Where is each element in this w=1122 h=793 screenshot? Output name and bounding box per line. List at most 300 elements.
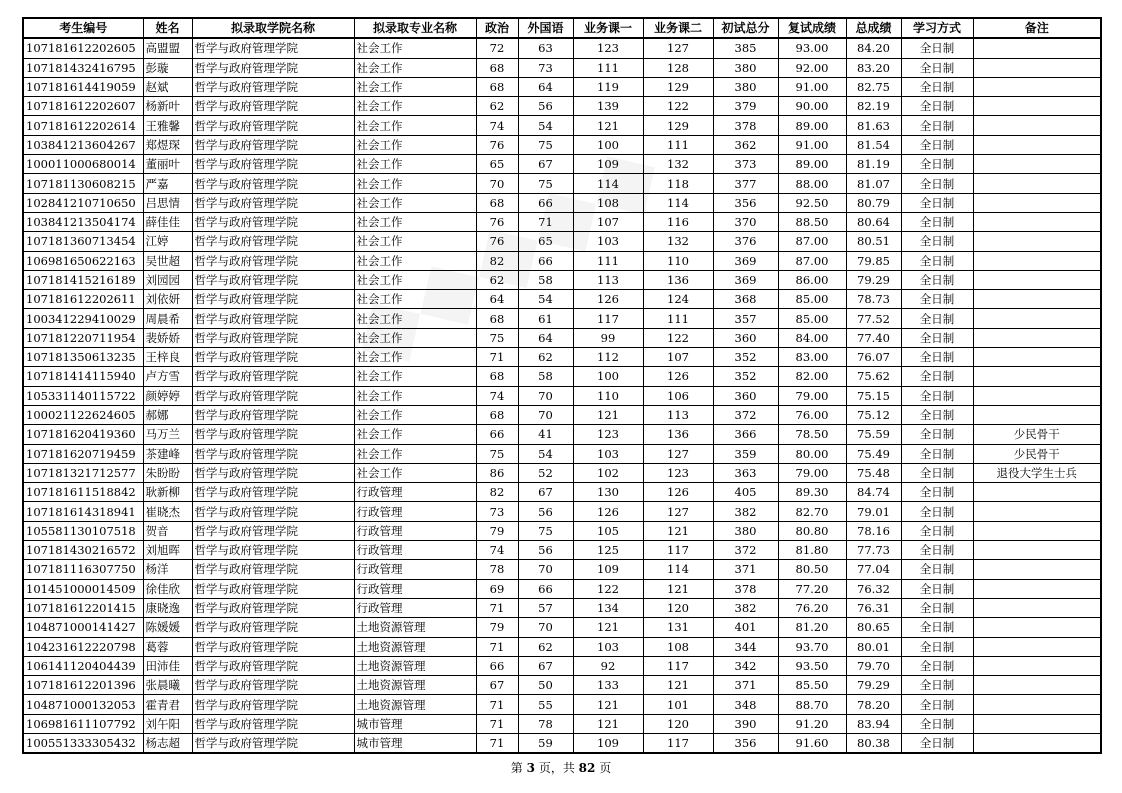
- cell-study-mode: 全日制: [901, 637, 973, 656]
- cell-study-mode: 全日制: [901, 193, 973, 212]
- cell-total-score: 81.07: [846, 174, 901, 193]
- cell-prelim-total: 356: [713, 733, 778, 753]
- cell-total-score: 77.40: [846, 328, 901, 347]
- cell-course-one: 133: [573, 676, 643, 695]
- cell-course-one: 126: [573, 502, 643, 521]
- cell-course-one: 111: [573, 58, 643, 77]
- cell-major: 土地资源管理: [354, 676, 476, 695]
- cell-study-mode: 全日制: [901, 579, 973, 598]
- cell-course-one: 99: [573, 328, 643, 347]
- cell-foreign-language: 70: [518, 560, 573, 579]
- cell-course-two: 111: [643, 135, 713, 154]
- cell-course-one: 111: [573, 251, 643, 270]
- cell-politics: 74: [476, 116, 518, 135]
- cell-candidate-id: 107181415216189: [23, 270, 143, 289]
- cell-course-two: 118: [643, 174, 713, 193]
- cell-total-score: 80.79: [846, 193, 901, 212]
- cell-retest-score: 91.60: [778, 733, 846, 753]
- cell-study-mode: 全日制: [901, 58, 973, 77]
- cell-remark: [973, 656, 1101, 675]
- cell-major: 行政管理: [354, 598, 476, 617]
- cell-candidate-id: 106981650622163: [23, 251, 143, 270]
- cell-candidate-id: 105581130107518: [23, 521, 143, 540]
- table-header: [23, 18, 1101, 38]
- cell-prelim-total: 360: [713, 328, 778, 347]
- cell-course-one: 123: [573, 425, 643, 444]
- cell-politics: 66: [476, 656, 518, 675]
- table-row: [23, 637, 1101, 656]
- cell-remark: [973, 328, 1101, 347]
- cell-course-two: 127: [643, 502, 713, 521]
- cell-remark: [973, 290, 1101, 309]
- cell-course-one: 103: [573, 444, 643, 463]
- cell-major: 社会工作: [354, 425, 476, 444]
- cell-prelim-total: 359: [713, 444, 778, 463]
- cell-name: 王梓良: [143, 348, 192, 367]
- cell-study-mode: 全日制: [901, 212, 973, 231]
- cell-major: 行政管理: [354, 560, 476, 579]
- cell-remark: [973, 733, 1101, 753]
- cell-remark: [973, 251, 1101, 270]
- page-footer: [0, 759, 1122, 776]
- cell-course-one: 103: [573, 637, 643, 656]
- cell-major: 社会工作: [354, 386, 476, 405]
- cell-prelim-total: 362: [713, 135, 778, 154]
- cell-college: 哲学与政府管理学院: [192, 232, 354, 251]
- cell-retest-score: 80.80: [778, 521, 846, 540]
- cell-foreign-language: 67: [518, 155, 573, 174]
- cell-name: 吕思情: [143, 193, 192, 212]
- cell-prelim-total: 369: [713, 251, 778, 270]
- cell-course-one: 134: [573, 598, 643, 617]
- cell-course-two: 127: [643, 38, 713, 58]
- cell-course-two: 122: [643, 97, 713, 116]
- cell-remark: [973, 502, 1101, 521]
- cell-name: 霍青君: [143, 695, 192, 714]
- cell-prelim-total: 371: [713, 676, 778, 695]
- cell-politics: 79: [476, 521, 518, 540]
- cell-major: 行政管理: [354, 483, 476, 502]
- cell-retest-score: 85.00: [778, 290, 846, 309]
- cell-remark: [973, 135, 1101, 154]
- cell-candidate-id: 107181620419360: [23, 425, 143, 444]
- cell-retest-score: 93.50: [778, 656, 846, 675]
- cell-remark: [973, 560, 1101, 579]
- footer-middle: 页，共: [538, 761, 575, 775]
- cell-major: 社会工作: [354, 405, 476, 424]
- table-row: [23, 598, 1101, 617]
- cell-name: 葛蓉: [143, 637, 192, 656]
- cell-total-score: 80.65: [846, 618, 901, 637]
- cell-remark: [973, 714, 1101, 733]
- cell-foreign-language: 62: [518, 348, 573, 367]
- cell-remark: [973, 598, 1101, 617]
- cell-college: 哲学与政府管理学院: [192, 618, 354, 637]
- cell-candidate-id: 107181612202611: [23, 290, 143, 309]
- cell-college: 哲学与政府管理学院: [192, 637, 354, 656]
- cell-total-score: 82.75: [846, 77, 901, 96]
- table-row: [23, 58, 1101, 77]
- cell-prelim-total: 366: [713, 425, 778, 444]
- cell-retest-score: 92.50: [778, 193, 846, 212]
- cell-college: 哲学与政府管理学院: [192, 676, 354, 695]
- cell-name: 彭璇: [143, 58, 192, 77]
- cell-prelim-total: 372: [713, 541, 778, 560]
- table-row: [23, 521, 1101, 540]
- cell-candidate-id: 103841213504174: [23, 212, 143, 231]
- cell-retest-score: 91.20: [778, 714, 846, 733]
- cell-politics: 74: [476, 386, 518, 405]
- cell-politics: 68: [476, 193, 518, 212]
- cell-foreign-language: 52: [518, 463, 573, 482]
- cell-study-mode: 全日制: [901, 97, 973, 116]
- cell-foreign-language: 62: [518, 637, 573, 656]
- cell-study-mode: 全日制: [901, 560, 973, 579]
- cell-candidate-id: 107181360713454: [23, 232, 143, 251]
- cell-foreign-language: 66: [518, 251, 573, 270]
- cell-major: 社会工作: [354, 58, 476, 77]
- cell-total-score: 80.64: [846, 212, 901, 231]
- cell-major: 社会工作: [354, 38, 476, 58]
- cell-name: 刘午阳: [143, 714, 192, 733]
- cell-course-two: 120: [643, 598, 713, 617]
- cell-prelim-total: 378: [713, 579, 778, 598]
- cell-prelim-total: 342: [713, 656, 778, 675]
- cell-retest-score: 79.00: [778, 386, 846, 405]
- cell-study-mode: 全日制: [901, 155, 973, 174]
- cell-name: 江婷: [143, 232, 192, 251]
- cell-prelim-total: 348: [713, 695, 778, 714]
- cell-total-score: 77.73: [846, 541, 901, 560]
- cell-remark: [973, 174, 1101, 193]
- cell-candidate-id: 106141120404439: [23, 656, 143, 675]
- cell-foreign-language: 64: [518, 77, 573, 96]
- cell-course-one: 121: [573, 714, 643, 733]
- cell-prelim-total: 363: [713, 463, 778, 482]
- cell-retest-score: 91.00: [778, 77, 846, 96]
- cell-course-one: 122: [573, 579, 643, 598]
- cell-study-mode: 全日制: [901, 733, 973, 753]
- cell-course-one: 92: [573, 656, 643, 675]
- cell-college: 哲学与政府管理学院: [192, 270, 354, 289]
- cell-candidate-id: 107181611518842: [23, 483, 143, 502]
- cell-politics: 76: [476, 232, 518, 251]
- cell-prelim-total: 390: [713, 714, 778, 733]
- cell-foreign-language: 75: [518, 174, 573, 193]
- cell-retest-score: 79.00: [778, 463, 846, 482]
- cell-college: 哲学与政府管理学院: [192, 521, 354, 540]
- cell-course-one: 108: [573, 193, 643, 212]
- cell-remark: [973, 405, 1101, 424]
- table-row: [23, 502, 1101, 521]
- cell-retest-score: 86.00: [778, 270, 846, 289]
- table-row: [23, 174, 1101, 193]
- cell-politics: 68: [476, 58, 518, 77]
- cell-retest-score: 83.00: [778, 348, 846, 367]
- cell-candidate-id: 107181612202607: [23, 97, 143, 116]
- cell-course-two: 122: [643, 328, 713, 347]
- cell-name: 严嘉: [143, 174, 192, 193]
- cell-retest-score: 87.00: [778, 251, 846, 270]
- cell-candidate-id: 107181620719459: [23, 444, 143, 463]
- cell-course-one: 102: [573, 463, 643, 482]
- cell-remark: [973, 695, 1101, 714]
- cell-retest-score: 77.20: [778, 579, 846, 598]
- cell-retest-score: 87.00: [778, 232, 846, 251]
- cell-retest-score: 88.00: [778, 174, 846, 193]
- cell-candidate-id: 107181612202605: [23, 38, 143, 58]
- cell-study-mode: 全日制: [901, 676, 973, 695]
- cell-remark: [973, 155, 1101, 174]
- cell-study-mode: 全日制: [901, 463, 973, 482]
- cell-course-one: 109: [573, 560, 643, 579]
- cell-college: 哲学与政府管理学院: [192, 560, 354, 579]
- cell-foreign-language: 70: [518, 405, 573, 424]
- cell-major: 社会工作: [354, 463, 476, 482]
- cell-course-two: 108: [643, 637, 713, 656]
- cell-foreign-language: 66: [518, 579, 573, 598]
- cell-foreign-language: 75: [518, 521, 573, 540]
- cell-course-one: 100: [573, 135, 643, 154]
- cell-total-score: 79.29: [846, 676, 901, 695]
- cell-total-score: 79.85: [846, 251, 901, 270]
- cell-total-score: 75.49: [846, 444, 901, 463]
- cell-course-one: 139: [573, 97, 643, 116]
- cell-course-two: 107: [643, 348, 713, 367]
- cell-college: 哲学与政府管理学院: [192, 656, 354, 675]
- cell-study-mode: 全日制: [901, 116, 973, 135]
- cell-retest-score: 85.50: [778, 676, 846, 695]
- cell-college: 哲学与政府管理学院: [192, 463, 354, 482]
- table-row: [23, 38, 1101, 58]
- table-row: [23, 155, 1101, 174]
- cell-major: 土地资源管理: [354, 656, 476, 675]
- cell-name: 薛佳佳: [143, 212, 192, 231]
- cell-prelim-total: 356: [713, 193, 778, 212]
- cell-politics: 65: [476, 155, 518, 174]
- header-course-one: 业务课一: [573, 18, 643, 38]
- cell-name: 陈媛媛: [143, 618, 192, 637]
- cell-foreign-language: 71: [518, 212, 573, 231]
- cell-course-two: 116: [643, 212, 713, 231]
- cell-foreign-language: 55: [518, 695, 573, 714]
- cell-prelim-total: 385: [713, 38, 778, 58]
- cell-remark: [973, 637, 1101, 656]
- cell-major: 社会工作: [354, 77, 476, 96]
- cell-college: 哲学与政府管理学院: [192, 116, 354, 135]
- cell-candidate-id: 107181414115940: [23, 367, 143, 386]
- cell-politics: 68: [476, 309, 518, 328]
- cell-candidate-id: 105331140115722: [23, 386, 143, 405]
- table-row: [23, 212, 1101, 231]
- cell-course-two: 120: [643, 714, 713, 733]
- cell-major: 社会工作: [354, 328, 476, 347]
- cell-study-mode: 全日制: [901, 618, 973, 637]
- cell-college: 哲学与政府管理学院: [192, 598, 354, 617]
- cell-major: 行政管理: [354, 541, 476, 560]
- cell-name: 贺音: [143, 521, 192, 540]
- header-study-mode: 学习方式: [901, 18, 973, 38]
- cell-major: 行政管理: [354, 579, 476, 598]
- cell-major: 行政管理: [354, 521, 476, 540]
- table-row: [23, 116, 1101, 135]
- cell-total-score: 80.51: [846, 232, 901, 251]
- cell-major: 土地资源管理: [354, 618, 476, 637]
- cell-total-score: 75.48: [846, 463, 901, 482]
- cell-study-mode: 全日制: [901, 232, 973, 251]
- cell-study-mode: 全日制: [901, 483, 973, 502]
- cell-retest-score: 82.00: [778, 367, 846, 386]
- cell-total-score: 79.70: [846, 656, 901, 675]
- cell-name: 高盟盟: [143, 38, 192, 58]
- cell-major: 行政管理: [354, 502, 476, 521]
- cell-total-score: 82.19: [846, 97, 901, 116]
- cell-college: 哲学与政府管理学院: [192, 251, 354, 270]
- cell-candidate-id: 107181116307750: [23, 560, 143, 579]
- cell-prelim-total: 372: [713, 405, 778, 424]
- cell-course-one: 113: [573, 270, 643, 289]
- table-row: [23, 232, 1101, 251]
- cell-foreign-language: 65: [518, 232, 573, 251]
- cell-total-score: 75.12: [846, 405, 901, 424]
- cell-total-score: 77.04: [846, 560, 901, 579]
- cell-prelim-total: 380: [713, 77, 778, 96]
- cell-course-two: 136: [643, 270, 713, 289]
- cell-study-mode: 全日制: [901, 502, 973, 521]
- cell-course-one: 112: [573, 348, 643, 367]
- header-retest-score: 复试成绩: [778, 18, 846, 38]
- cell-major: 城市管理: [354, 733, 476, 753]
- cell-study-mode: 全日制: [901, 38, 973, 58]
- cell-candidate-id: 107181614419059: [23, 77, 143, 96]
- cell-college: 哲学与政府管理学院: [192, 328, 354, 347]
- cell-course-two: 114: [643, 560, 713, 579]
- cell-foreign-language: 56: [518, 97, 573, 116]
- table-row: [23, 405, 1101, 424]
- table-row: [23, 193, 1101, 212]
- cell-candidate-id: 102841210710650: [23, 193, 143, 212]
- table-row: [23, 386, 1101, 405]
- cell-prelim-total: 369: [713, 270, 778, 289]
- cell-name: 田沛佳: [143, 656, 192, 675]
- cell-course-two: 128: [643, 58, 713, 77]
- cell-course-one: 125: [573, 541, 643, 560]
- cell-total-score: 78.16: [846, 521, 901, 540]
- cell-name: 耿新柳: [143, 483, 192, 502]
- cell-foreign-language: 64: [518, 328, 573, 347]
- table-row: [23, 425, 1101, 444]
- cell-foreign-language: 67: [518, 483, 573, 502]
- cell-college: 哲学与政府管理学院: [192, 714, 354, 733]
- cell-total-score: 77.52: [846, 309, 901, 328]
- cell-prelim-total: 401: [713, 618, 778, 637]
- cell-course-two: 113: [643, 405, 713, 424]
- cell-politics: 66: [476, 425, 518, 444]
- table-row: [23, 309, 1101, 328]
- cell-prelim-total: 380: [713, 521, 778, 540]
- cell-politics: 64: [476, 290, 518, 309]
- table-row: [23, 135, 1101, 154]
- cell-total-score: 83.94: [846, 714, 901, 733]
- cell-major: 城市管理: [354, 714, 476, 733]
- cell-total-score: 81.54: [846, 135, 901, 154]
- cell-candidate-id: 107181432416795: [23, 58, 143, 77]
- table-row: [23, 328, 1101, 347]
- cell-politics: 69: [476, 579, 518, 598]
- table-row: [23, 348, 1101, 367]
- cell-foreign-language: 58: [518, 270, 573, 289]
- cell-name: 张晨曦: [143, 676, 192, 695]
- cell-remark: [973, 58, 1101, 77]
- cell-college: 哲学与政府管理学院: [192, 425, 354, 444]
- cell-foreign-language: 56: [518, 541, 573, 560]
- cell-politics: 82: [476, 483, 518, 502]
- cell-college: 哲学与政府管理学院: [192, 77, 354, 96]
- cell-remark: [973, 521, 1101, 540]
- cell-candidate-id: 106981611107792: [23, 714, 143, 733]
- header-major: 拟录取专业名称: [354, 18, 476, 38]
- cell-name: 卢方雪: [143, 367, 192, 386]
- cell-foreign-language: 63: [518, 38, 573, 58]
- cell-prelim-total: 360: [713, 386, 778, 405]
- cell-prelim-total: 376: [713, 232, 778, 251]
- cell-course-one: 107: [573, 212, 643, 231]
- cell-major: 社会工作: [354, 174, 476, 193]
- cell-major: 社会工作: [354, 155, 476, 174]
- cell-college: 哲学与政府管理学院: [192, 483, 354, 502]
- cell-retest-score: 89.00: [778, 155, 846, 174]
- cell-name: 康晓逸: [143, 598, 192, 617]
- cell-foreign-language: 54: [518, 116, 573, 135]
- cell-retest-score: 92.00: [778, 58, 846, 77]
- cell-foreign-language: 66: [518, 193, 573, 212]
- cell-college: 哲学与政府管理学院: [192, 695, 354, 714]
- table-row: [23, 618, 1101, 637]
- cell-course-one: 117: [573, 309, 643, 328]
- cell-course-one: 121: [573, 695, 643, 714]
- cell-retest-score: 84.00: [778, 328, 846, 347]
- cell-study-mode: 全日制: [901, 598, 973, 617]
- cell-course-one: 130: [573, 483, 643, 502]
- cell-retest-score: 81.20: [778, 618, 846, 637]
- cell-prelim-total: 380: [713, 58, 778, 77]
- cell-retest-score: 88.70: [778, 695, 846, 714]
- cell-course-two: 121: [643, 676, 713, 695]
- cell-politics: 70: [476, 174, 518, 193]
- cell-remark: [973, 193, 1101, 212]
- cell-study-mode: 全日制: [901, 444, 973, 463]
- cell-name: 刘旭晖: [143, 541, 192, 560]
- cell-politics: 71: [476, 598, 518, 617]
- cell-course-one: 105: [573, 521, 643, 540]
- cell-remark: [973, 77, 1101, 96]
- footer-suffix: 页: [599, 761, 612, 775]
- cell-prelim-total: 370: [713, 212, 778, 231]
- total-pages: 82: [578, 761, 596, 775]
- cell-candidate-id: 107181220711954: [23, 328, 143, 347]
- cell-college: 哲学与政府管理学院: [192, 58, 354, 77]
- table-row: [23, 251, 1101, 270]
- cell-major: 社会工作: [354, 309, 476, 328]
- cell-course-two: 101: [643, 695, 713, 714]
- cell-politics: 71: [476, 695, 518, 714]
- cell-foreign-language: 70: [518, 618, 573, 637]
- cell-college: 哲学与政府管理学院: [192, 193, 354, 212]
- cell-college: 哲学与政府管理学院: [192, 367, 354, 386]
- table-row: [23, 579, 1101, 598]
- cell-politics: 62: [476, 97, 518, 116]
- cell-remark: [973, 116, 1101, 135]
